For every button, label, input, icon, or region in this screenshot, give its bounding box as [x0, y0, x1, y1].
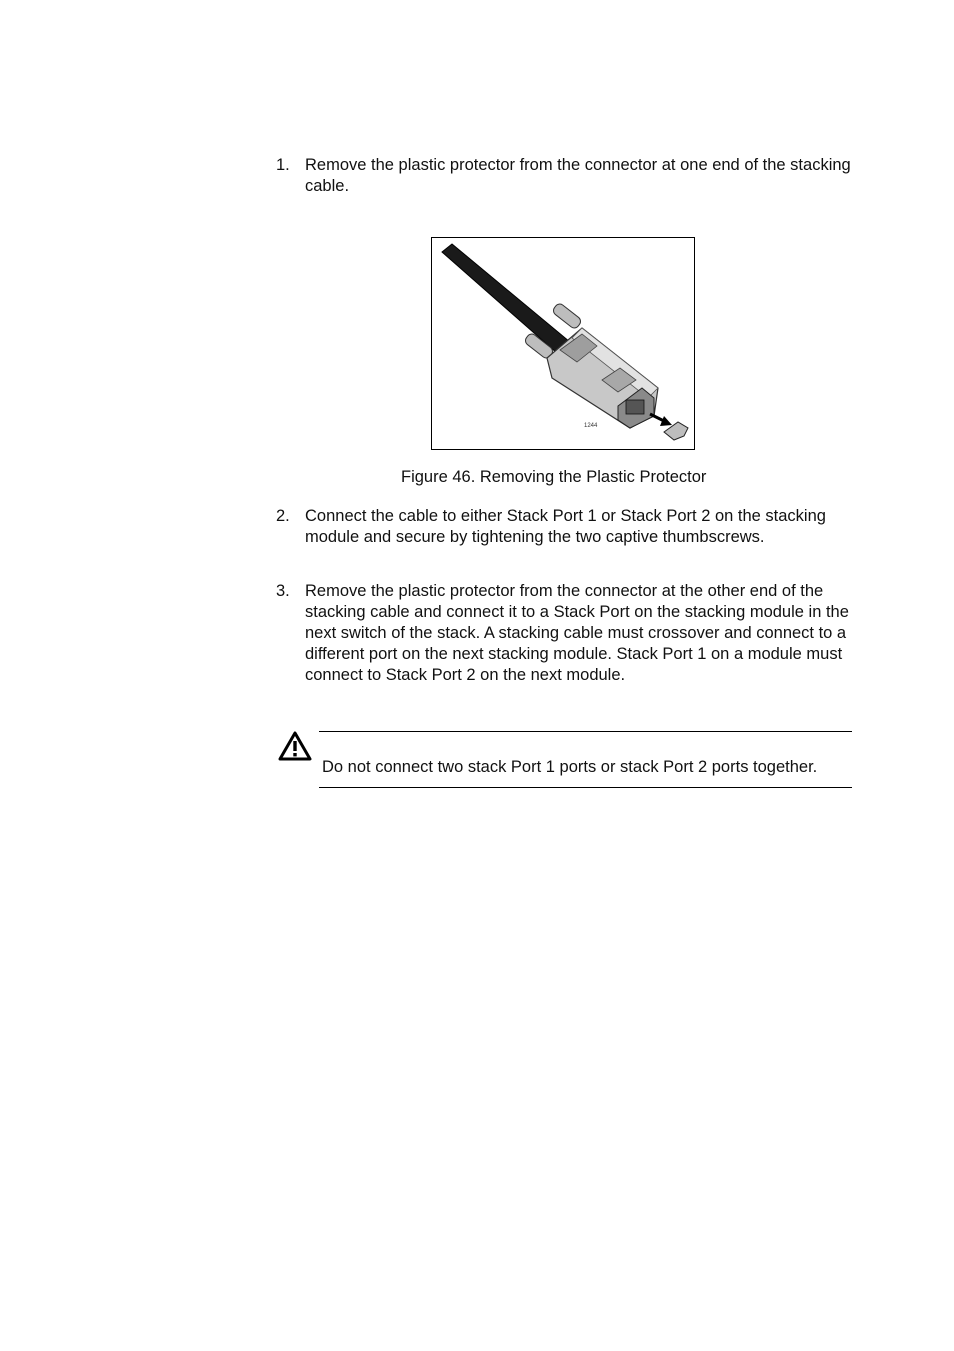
step-text: Remove the plastic protector from the connector at the other end of the stacking cable and connect it to a Stack Port on the stacking module in the next switch of the stack. A stacking cable must crossover and connect to a different port on the next stacking module. Stack Port 1 on a module must connect to Stack Port 2 on the next module.	[305, 582, 849, 684]
step-1	[276, 155, 856, 197]
step-2	[276, 506, 856, 548]
step-text: Remove the plastic protector from the connector at one end of the stacking cable.	[305, 156, 851, 195]
figure-id-label: 1244	[584, 423, 598, 429]
caution-bottom-rule	[319, 787, 852, 788]
caution-top-rule	[319, 731, 852, 732]
caution-text: Do not connect two stack Port 1 ports or stack Port 2 ports together.	[322, 758, 818, 776]
figure-plastic-protector	[431, 237, 695, 450]
step-number: 2.	[276, 507, 290, 525]
stacking-cable-illustration	[432, 238, 694, 449]
warning-triangle-icon	[278, 731, 312, 761]
step-number: 3.	[276, 582, 290, 600]
step-number: 1.	[276, 156, 290, 174]
figure-caption-text: Figure 46. Removing the Plastic Protector	[401, 468, 707, 486]
step-text: Connect the cable to either Stack Port 1 or Stack Port 2 on the stacking module and secure by tightening the two captive thumbscrews.	[305, 507, 826, 546]
step-3	[276, 581, 856, 686]
